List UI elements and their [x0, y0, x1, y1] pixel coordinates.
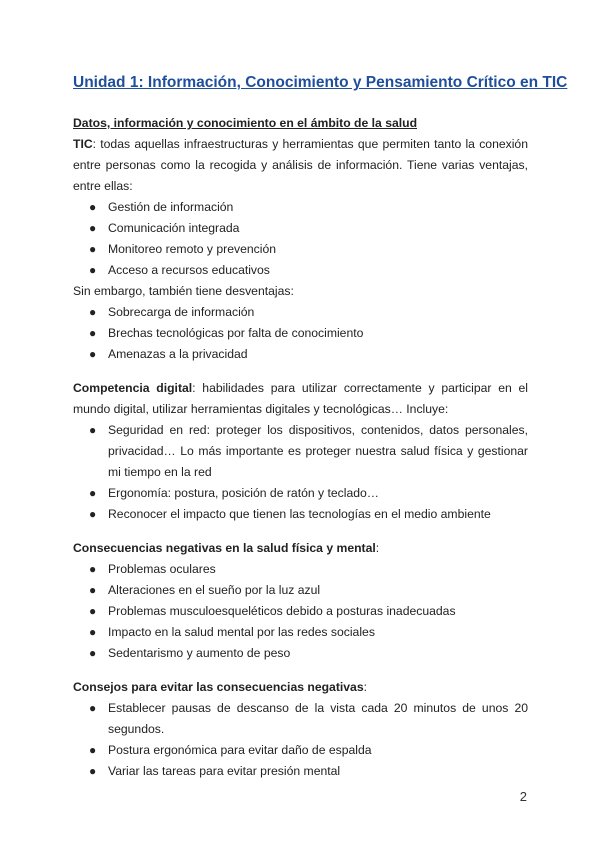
- bullet-icon: ●: [89, 743, 97, 757]
- advantages-list: [73, 197, 528, 281]
- tic-definition: : todas aquellas infraestructuras y herramientas que permiten tanto la conexión entre personas como la recogida y análisis de información. Tiene varias ventajas, entre ellas:: [73, 137, 528, 193]
- bullet-icon: ●: [89, 326, 97, 340]
- list-item: ● Reconocer el impacto que tienen las tecnologías en el medio ambiente: [73, 504, 528, 525]
- tic-term: TIC: [73, 137, 93, 151]
- spacer: [73, 525, 528, 538]
- bullet-icon: ●: [89, 263, 97, 277]
- list-item: ● Amenazas a la privacidad: [73, 344, 528, 365]
- digital-competence-term: Competencia digital: [73, 381, 193, 395]
- list-item: ● Variar las tareas para evitar presión mental: [73, 761, 528, 782]
- bullet-icon: ●: [89, 221, 97, 235]
- bullet-icon: ●: [89, 562, 97, 576]
- bullet-icon: ●: [89, 347, 97, 361]
- list-item: ● Impacto en la salud mental por las redes sociales: [73, 622, 528, 643]
- bullet-icon: ●: [89, 701, 97, 715]
- section1-intro: [73, 134, 528, 197]
- list-item: ● Monitoreo remoto y prevención: [73, 239, 528, 260]
- digital-competence-definition: : habilidades para utilizar correctamente y participar en el mundo digital, utilizar herramientas digitales y tecnológicas… Incluye:: [73, 381, 528, 416]
- list-item: ● Comunicación integrada: [73, 218, 528, 239]
- bullet-icon: ●: [89, 646, 97, 660]
- list-item: ● Seguridad en red: proteger los dispositivos, contenidos, datos personales, privacidad… Lo más importante es proteger nuestra salud física y gestionar mi tiempo en la red: [73, 420, 528, 483]
- section4-heading: Consejos para evitar las consecuencias negativas: [73, 680, 364, 694]
- list-item: ● Gestión de información: [73, 197, 528, 218]
- advice-list: [73, 698, 528, 782]
- bullet-icon: ●: [89, 764, 97, 778]
- bullet-icon: ●: [89, 242, 97, 256]
- section3-heading-line: Consecuencias negativas en la salud física y mental:: [73, 541, 380, 555]
- bullet-icon: ●: [89, 507, 97, 521]
- consequences-list: [73, 559, 528, 664]
- section2-intro: [73, 378, 528, 420]
- bullet-icon: ●: [89, 305, 97, 319]
- list-item: ● Establecer pausas de descanso de la vista cada 20 minutos de unos 20 segundos.: [73, 698, 528, 740]
- spacer: [73, 365, 528, 378]
- section3-heading: Consecuencias negativas en la salud física y mental: [73, 541, 376, 555]
- list-item: ● Brechas tecnológicas por falta de conocimiento: [73, 323, 528, 344]
- bullet-icon: ●: [89, 423, 97, 437]
- list-item: ● Problemas musculoesqueléticos debido a posturas inadecuadas: [73, 601, 528, 622]
- bullet-icon: ●: [89, 583, 97, 597]
- bullet-icon: ●: [89, 200, 97, 214]
- disadvantages-list: [73, 302, 528, 365]
- page-title: Unidad 1: Información, Conocimiento y Pensamiento Crítico en TIC: [73, 74, 568, 91]
- page-content: [73, 73, 568, 782]
- bullet-icon: ●: [89, 486, 97, 500]
- page-number: 2: [519, 789, 527, 804]
- list-item: ● Alteraciones en el sueño por la luz azul: [73, 580, 528, 601]
- bullet-icon: ●: [89, 604, 97, 618]
- list-item: ● Problemas oculares: [73, 559, 528, 580]
- spacer: [73, 664, 528, 677]
- list-item: ● Sedentarismo y aumento de peso: [73, 643, 528, 664]
- list-item: ● Postura ergonómica para evitar daño de espalda: [73, 740, 528, 761]
- section4-heading-line: Consejos para evitar las consecuencias negativas:: [73, 680, 367, 694]
- disadvantages-intro: Sin embargo, también tiene desventajas:: [73, 284, 294, 298]
- section1-heading: Datos, información y conocimiento en el ámbito de la salud: [73, 116, 418, 130]
- bullet-icon: ●: [89, 625, 97, 639]
- competence-list: [73, 420, 528, 525]
- list-item: ● Acceso a recursos educativos: [73, 260, 528, 281]
- list-item: ● Ergonomía: postura, posición de ratón y teclado…: [73, 483, 528, 504]
- list-item: ● Sobrecarga de información: [73, 302, 528, 323]
